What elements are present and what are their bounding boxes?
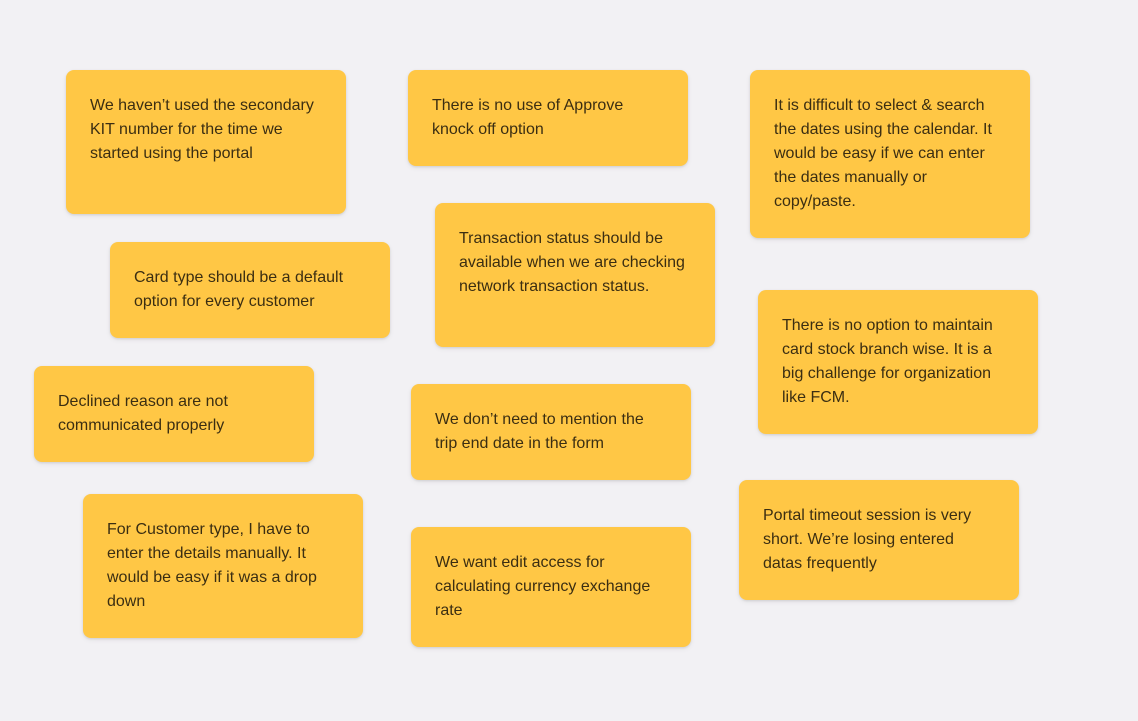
sticky-note[interactable] [758,290,1038,434]
sticky-note-text: Transaction status should be available when we are checking network transaction status. [459,230,685,295]
sticky-note-text: We haven’t used the secondary KIT number for the time we started using the portal [90,97,314,162]
sticky-note[interactable] [66,70,346,214]
sticky-note[interactable] [750,70,1030,238]
sticky-note-text: We don’t need to mention the trip end date in the form [435,411,644,452]
sticky-note[interactable] [34,366,314,462]
sticky-note[interactable] [408,70,688,166]
sticky-note-text: Card type should be a default option for every customer [134,269,344,310]
sticky-note[interactable] [83,494,363,638]
sticky-note[interactable] [411,384,691,480]
sticky-note-text: There is no use of Approve knock off option [432,97,624,138]
sticky-note-text: For Customer type, I have to enter the details manually. It would be easy if it was a drop down [107,521,317,610]
sticky-note-text: We want edit access for calculating currency exchange rate [435,554,651,619]
sticky-note[interactable] [435,203,715,347]
sticky-note[interactable] [110,242,390,338]
sticky-note[interactable] [411,527,691,647]
sticky-note-text: It is difficult to select & search the dates using the calendar. It would be easy if we can enter the dates manually or copy/paste. [774,97,992,210]
sticky-note-text: Portal timeout session is very short. We’re losing entered datas frequently [763,507,972,572]
sticky-note-text: There is no option to maintain card stock branch wise. It is a big challenge for organization like FCM. [782,317,993,406]
sticky-note-text: Declined reason are not communicated properly [58,393,228,434]
sticky-note[interactable] [739,480,1019,600]
